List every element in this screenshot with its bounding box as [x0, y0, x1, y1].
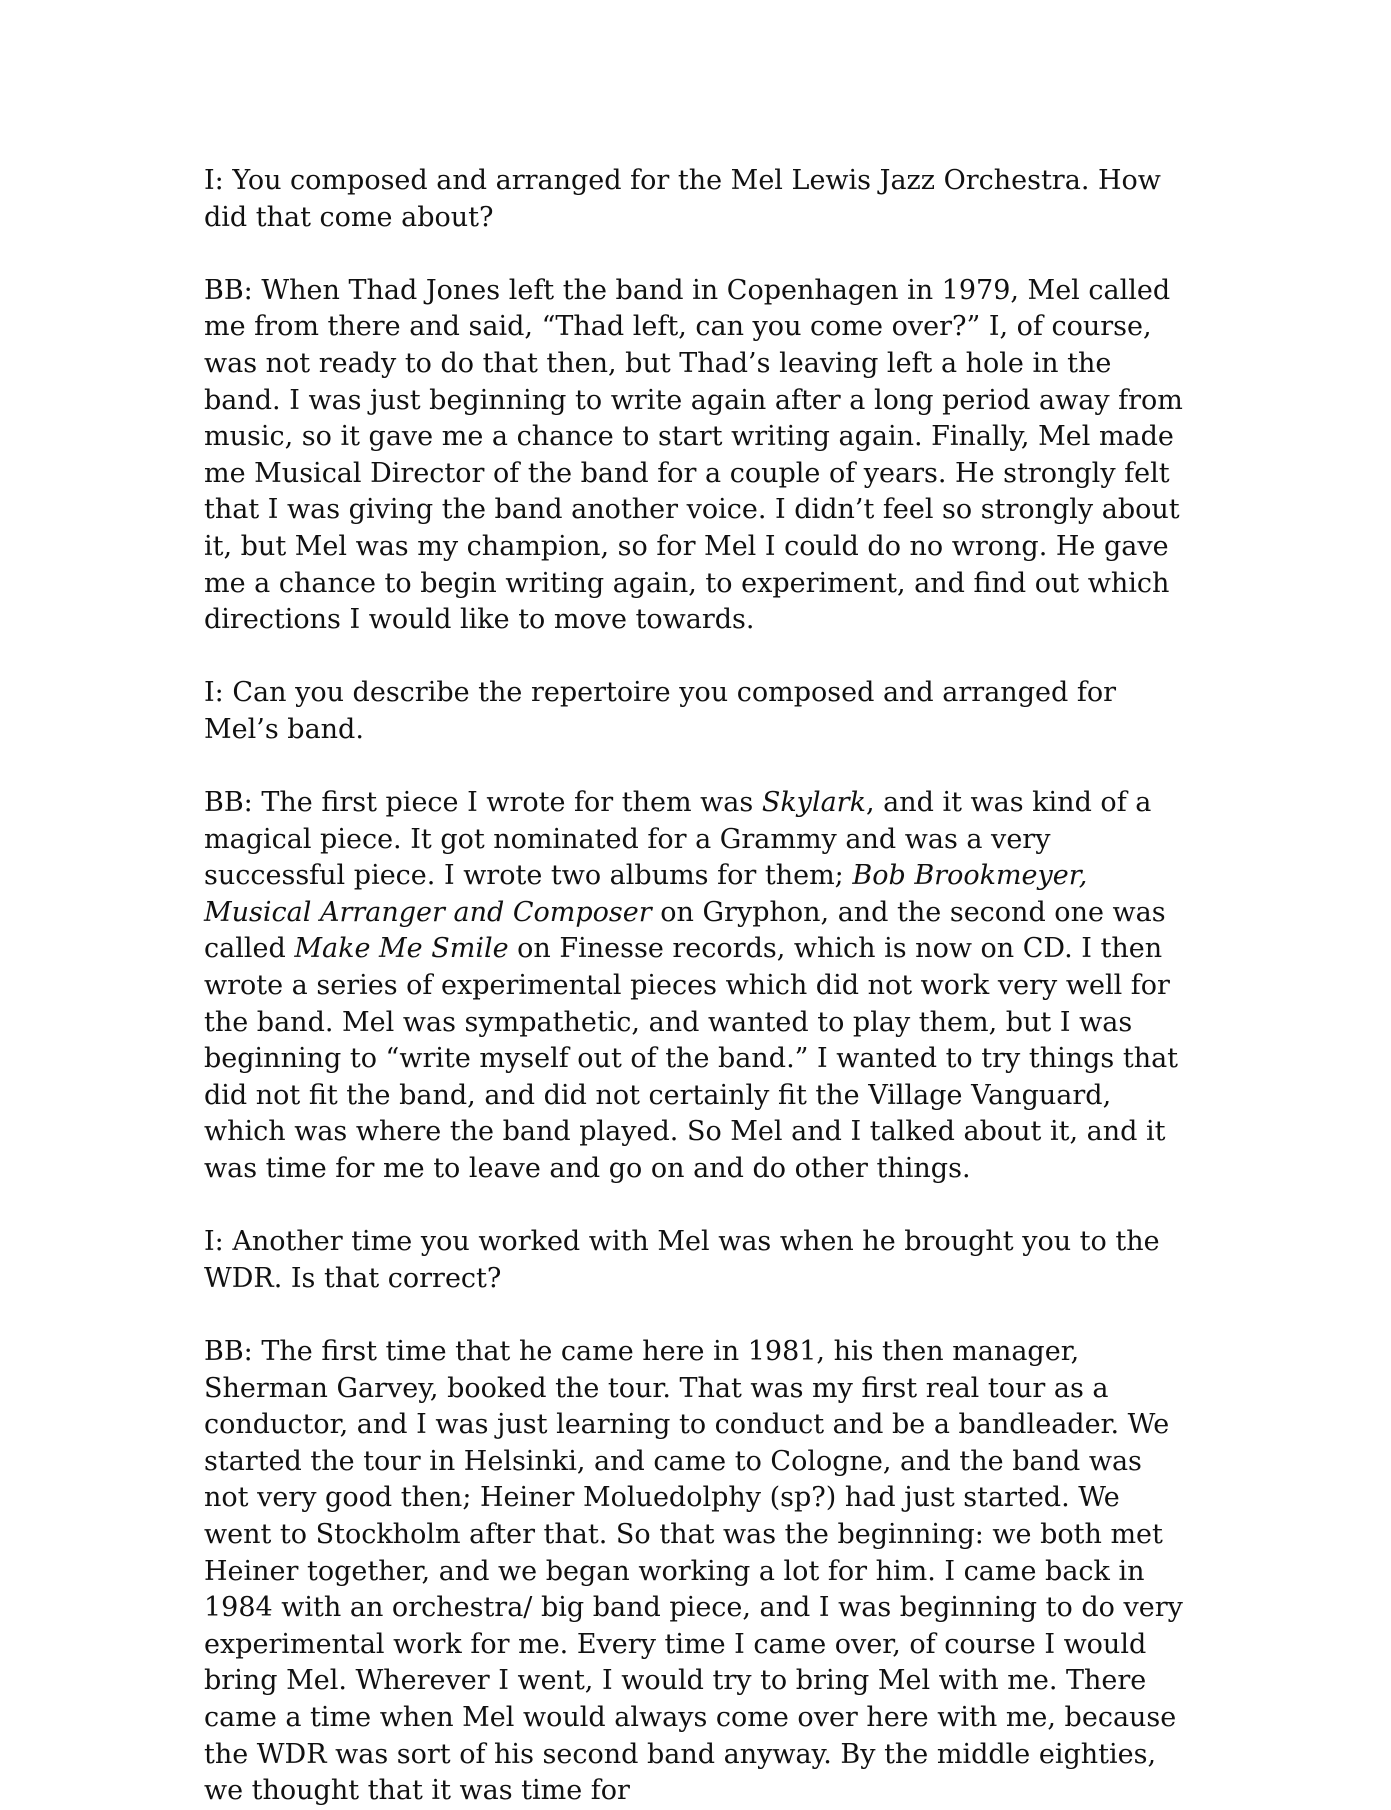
paragraph-answer-3 — [204, 1334, 1194, 1810]
paragraph-text: I: Can you describe the repertoire you composed and arranged for Mel’s band. — [204, 677, 1116, 745]
paragraph-question-3 — [204, 1224, 1194, 1297]
paragraph-text: on Gryphon, and the second one was called — [204, 896, 1166, 965]
paragraph-text: I: Another time you worked with Mel was when he brought you to the WDR. Is that correct? — [204, 1226, 1160, 1294]
paragraph-question-1 — [204, 163, 1194, 236]
paragraph-answer-1 — [204, 273, 1194, 639]
paragraph-text: BB: The first piece I wrote for them was — [204, 787, 762, 819]
paragraph-question-2 — [204, 675, 1194, 748]
paragraph-text: BB: The first time that he came here in 1981, his then manager, Sherman Garvey, booked the tour. That was my first real tour as a conductor, and I was just learning to conduct and be a bandleader. We started the tour in Helsinki, and came to Cologne, and the band was not very good then; Heiner Moluedolphy (sp?) had just started. We went to Stockholm after that. So that was the beginning: we both met Heiner together, and we began working a lot for him. I came back in 1984 with an orchestra/ big band piece, and I was beginning to do very experimental work for me. Every time I came over, of course I would bring Mel. Wherever I went, I would try to bring Mel with me. There came a time when Mel would always come over here with me, because the WDR was sort of his second band anyway. By the middle eighties, we thought that it was time for — [204, 1336, 1183, 1807]
italic-title-album-1: Bob Brookmeyer, Musical Arranger and Composer — [204, 860, 1088, 928]
paragraph-text: BB: When Thad Jones left the band in Copenhagen in 1979, Mel called me from there and said, “Thad left, can you come over?” I, of course, was not ready to do that then, but Thad’s leaving left a hole in the band. I was just beginning to write again after a long period away from music, so it gave me a chance to start writing again. Finally, Mel made me Musical Director of the band for a couple of years. He strongly felt that I was giving the band another voice. I didn’t feel so strongly about it, but Mel was my champion, so for Mel I could do no wrong. He gave me a chance to begin writing again, to experiment, and find out which directions I would like to move towards. — [204, 274, 1183, 636]
paragraph-answer-2 — [204, 785, 1194, 1188]
paragraph-text: on Finesse records, which is now on CD. I then wrote a series of experimental pieces which did not work very well for the band. Mel was sympathetic, and wanted to play them, but I was beginning to “write myself out of the band.” I wanted to try things that did not fit the band, and did not certainly fit the Village Vanguard, which was where the band played. So Mel and I talked about it, and it was time for me to leave and go on and do other things. — [204, 933, 1179, 1185]
italic-title-album-2: Make Me Smile — [294, 933, 509, 965]
paragraph-text: , and it was kind of a magical piece. It got nominated for a Grammy and was a very successful piece. I wrote two albums for them; — [204, 787, 1152, 892]
document-page — [204, 163, 1194, 1810]
paragraph-text: I: You composed and arranged for the Mel Lewis Jazz Orchestra. How did that come about? — [204, 165, 1161, 233]
italic-title-skylark: Skylark — [761, 787, 866, 819]
